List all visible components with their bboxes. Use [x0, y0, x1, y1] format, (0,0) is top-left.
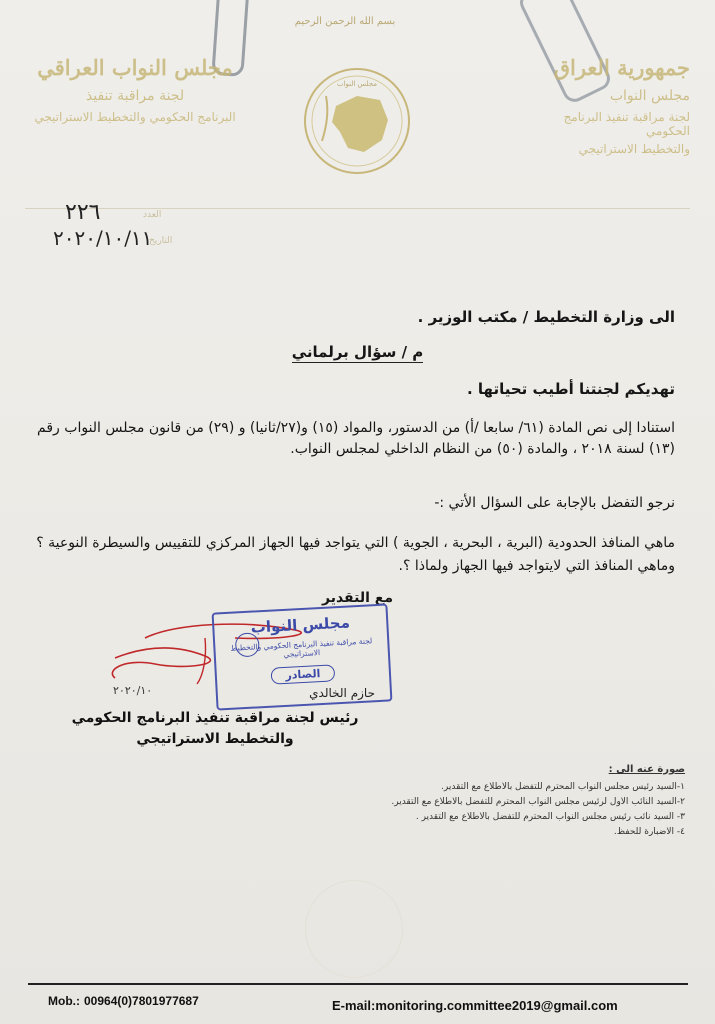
signature-date: ٢٠٢٠/١٠	[113, 684, 153, 697]
subject-line	[0, 343, 715, 361]
cc-title: صورة عنه الى :	[608, 764, 685, 775]
letterhead-right-line3: لجنة مراقبة تنفيذ البرنامج الحكومي	[563, 110, 690, 138]
reference-date: ٢٠٢٠/١٠/١١	[53, 226, 153, 250]
subject-text: م / سؤال برلماني	[291, 343, 424, 361]
basmala: بسم الله الرحمن الرحيم	[294, 16, 396, 27]
cc-item: ١-السيد رئيس مجلس النواب المحترم للتفضل بالاطلاع مع التقدير.	[441, 782, 685, 792]
stamp-outgoing: الصادر	[270, 664, 336, 684]
letterhead-left-line2: لجنة مراقبة تنفيذ	[85, 88, 185, 104]
legal-basis-paragraph: استنادا إلى نص المادة (٦١/ سابعا /أ) من الدستور، والمواد (١٥) و(٢٧/ثانيا) و (٢٩) من قانون مجلس النواب رقم (١٣) لسنة ٢٠١٨ ، والمادة (٥٠) من النظام الداخلي لمجلس النواب.	[37, 420, 675, 457]
addressee: الى وزارة التخطيط / مكتب الوزير .	[417, 308, 675, 326]
closing-regards: مع التقدير	[321, 590, 393, 606]
parliamentary-question: ماهي المنافذ الحدودية (البرية ، البحرية ، الجوية ) التي يتواجد فيها الجهاز المركزي للتقييس والسيطرة النوعية ؟ وماهي المنافذ التي لايتواجد فيها الجهاز ولماذا ؟.	[36, 535, 675, 574]
stamp-title: مجلس النواب	[250, 613, 351, 637]
mobile-label: Mob.:	[48, 994, 80, 1008]
embossed-seal	[305, 880, 403, 978]
parliament-emblem-icon	[302, 66, 412, 176]
signer-name: حازم الخالدي	[309, 686, 375, 700]
cc-list	[391, 762, 685, 840]
reference-number: ٢٢٦	[65, 200, 101, 225]
cc-item: ٢-السيد النائب الاول لرئيس مجلس النواب المحترم للتفضل بالاطلاع مع التقدير.	[391, 797, 685, 807]
mobile-number: 00964(0)7801977687	[84, 994, 199, 1008]
letterhead-right	[520, 55, 690, 156]
cc-item: ٣- السيد نائب رئيس مجلس النواب المحترم للتفضل بالاطلاع مع التقدير .	[415, 812, 685, 822]
reference-block	[25, 200, 205, 260]
letterhead-right-line1: جمهورية العراق	[553, 55, 690, 80]
emblem-label: مجلس النواب	[336, 80, 378, 88]
request-line: نرجو التفضل بالإجابة على السؤال الأتي :-	[434, 495, 675, 511]
ref-date-label: التاريخ	[149, 236, 173, 246]
footer-divider	[28, 983, 688, 985]
greeting: تهديكم لجنتنا أطيب تحياتها .	[467, 380, 675, 398]
letterhead-left	[30, 55, 240, 124]
letterhead-right-line4: والتخطيط الاستراتيجي	[578, 142, 690, 156]
letterhead-right-line2: مجلس النواب	[609, 88, 690, 104]
stamp-subtitle: لجنة مراقبة تنفيذ البرنامج الحكومي والتخطيط الاستراتيجي	[230, 636, 373, 659]
signer-title-line2: والتخطيط الاستراتيجي	[136, 731, 294, 747]
footer-mobile	[48, 994, 199, 1008]
signer-title-line1: رئيس لجنة مراقبة تنفيذ البرنامج الحكومي	[71, 710, 359, 726]
signer-title	[65, 708, 365, 750]
footer-email: E-mail:monitoring.committee2019@gmail.com	[332, 998, 618, 1013]
cc-item: ٤- الاضبارة للحفظ.	[613, 827, 685, 837]
letterhead-left-line3: البرنامج الحكومي والتخطيط الاستراتيجي	[34, 110, 236, 124]
letterhead-left-line1: مجلس النواب العراقي	[37, 55, 233, 80]
ref-number-label: العدد	[143, 210, 162, 220]
